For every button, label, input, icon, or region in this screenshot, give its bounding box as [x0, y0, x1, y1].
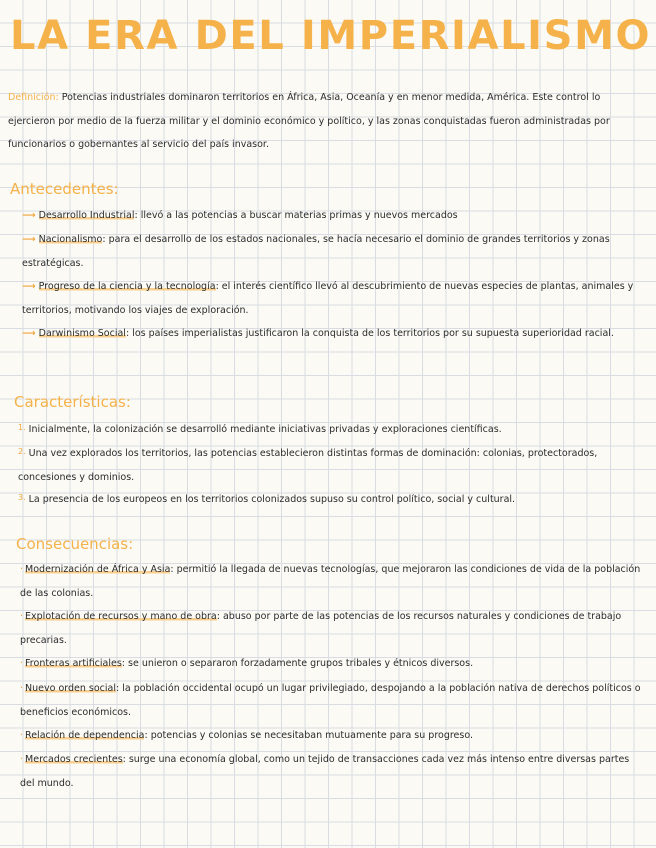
antecedente-item: [22, 204, 642, 228]
arrow-right-icon: ⟶: [22, 281, 36, 292]
antecedente-text: : para el desarrollo de los estados nacionales, se hacía necesario el dominio de grandes territorios y zonas estratégicas.: [22, 234, 610, 269]
consecuencia-text: : surge una economía global, como un tejido de transacciones cada vez más intenso entre diversas partes del mundo.: [20, 754, 630, 789]
consecuencia-term: Relación de dependencia: [25, 730, 145, 741]
definition-text: Potencias industriales dominaron territorios en África, Asia, Oceanía y en menor medida, América. Este control lo ejercieron por medio de la fuerza militar y el dominio económico y político, y las zonas conquistadas fueron administradas por funcionarios o gobernantes al servicio del país invasor.: [8, 92, 610, 150]
antecedente-term: Darwinismo Social: [38, 328, 126, 339]
bullet-icon: ·: [20, 611, 24, 622]
antecedente-item: [22, 322, 642, 346]
consecuencia-term: Explotación de recursos y mano de obra: [25, 611, 217, 622]
bullet-icon: ·: [20, 754, 24, 765]
caracteristicas-heading: Características:: [14, 393, 131, 411]
page-title: LA ERA DEL IMPERIALISMO: [10, 13, 652, 59]
arrow-right-icon: ⟶: [22, 210, 36, 221]
consecuencia-term: Mercados crecientes: [25, 754, 123, 765]
definition-paragraph: [8, 86, 644, 157]
consecuencia-item: [20, 677, 646, 724]
antecedente-term: Desarrollo Industrial: [38, 210, 135, 221]
caracteristica-item: [18, 416, 644, 442]
consecuencia-term: Modernización de África y Asia: [25, 564, 171, 575]
item-number: 1.: [18, 423, 26, 432]
caracteristica-text: Una vez explorados los territorios, las potencias establecieron distintas formas de dominación: colonias, protectorados, concesiones y dominios.: [18, 448, 598, 483]
consecuencia-term: Nuevo orden social: [25, 683, 117, 694]
arrow-right-icon: ⟶: [22, 234, 36, 245]
arrow-right-icon: ⟶: [22, 328, 36, 339]
item-number: 2.: [18, 447, 26, 456]
consecuencia-item: [20, 724, 646, 748]
consecuencia-item: [20, 652, 646, 676]
consecuencia-text: : la población occidental ocupó un lugar privilegiado, despojando a la población nativa de derechos políticos o beneficios económicos.: [20, 683, 641, 718]
item-number: 3.: [18, 493, 26, 502]
antecedentes-heading: Antecedentes:: [10, 180, 119, 198]
antecedente-text: : llevó a las potencias a buscar materias primas y nuevos mercados: [134, 210, 458, 221]
caracteristica-text: La presencia de los europeos en los territorios colonizados supuso su control político, social y cultural.: [28, 494, 516, 505]
antecedente-text: : los países imperialistas justificaron la conquista de los territorios por su supuesta superioridad racial.: [125, 328, 614, 339]
bullet-icon: ·: [20, 658, 24, 669]
antecedente-term: Progreso de la ciencia y la tecnología: [38, 281, 216, 292]
antecedente-term: Nacionalismo: [38, 234, 103, 245]
consecuencia-text: : se unieron o separaron forzadamente grupos tribales y étnicos diversos.: [121, 658, 474, 669]
consecuencia-item: [20, 748, 646, 795]
antecedente-item: [22, 275, 642, 322]
bullet-icon: ·: [20, 683, 24, 694]
caracteristica-item: [18, 486, 644, 512]
bullet-icon: ·: [20, 564, 24, 575]
definition-label: Definición:: [8, 92, 59, 103]
consecuencia-text: : potencias y colonias se necesitaban mutuamente para su progreso.: [144, 730, 474, 741]
consecuencia-term: Fronteras artificiales: [25, 658, 122, 669]
caracteristica-item: [18, 440, 644, 489]
antecedente-text: : el interés científico llevó al descubrimiento de nuevas especies de plantas, animales y territorios, motivando los viajes de exploración.: [22, 281, 634, 316]
consecuencia-text: : permitió la llegada de nuevas tecnologías, que mejoraron las condiciones de vida de la población de las colonias.: [20, 564, 641, 599]
caracteristica-text: Inicialmente, la colonización se desarrolló mediante iniciativas privadas y exploraciones científicas.: [28, 424, 502, 435]
consecuencias-heading: Consecuencias:: [16, 535, 134, 553]
antecedente-item: [22, 228, 642, 275]
consecuencia-item: [20, 558, 646, 605]
bullet-icon: ·: [20, 730, 24, 741]
consecuencia-text: : abuso por parte de las potencias de los recursos naturales y condiciones de trabajo precarias.: [20, 611, 622, 646]
consecuencia-item: [20, 605, 646, 652]
